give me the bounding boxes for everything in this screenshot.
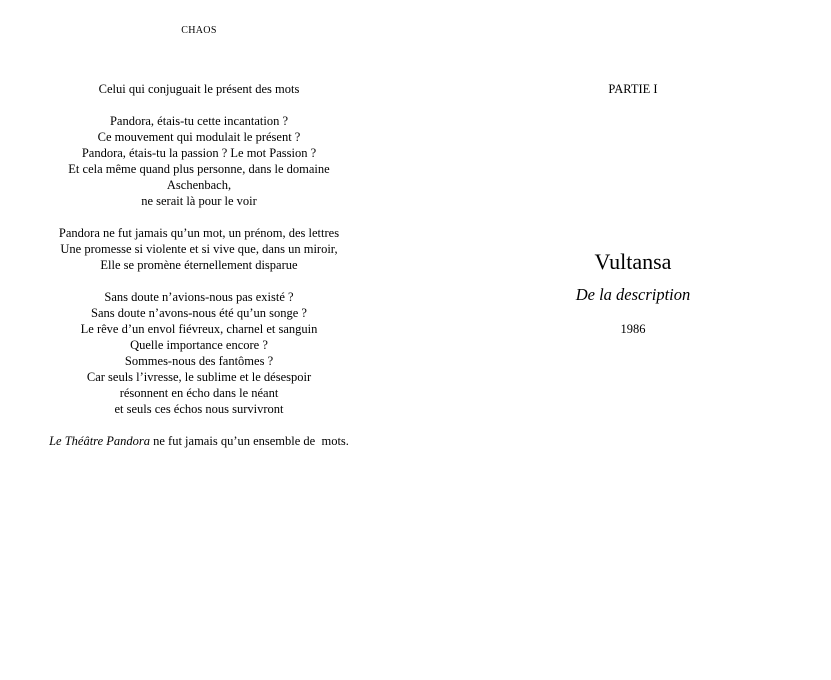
right-page — [435, 0, 831, 680]
poem-line: Pandora, étais-tu la passion ? Le mot Passion ? — [81, 146, 317, 160]
poem-line: Pandora, étais-tu cette incantation ? — [109, 114, 289, 128]
poem-line: Sommes-nous des fantômes ? — [124, 354, 274, 368]
poem-line: Le rêve d’un envol fiévreux, charnel et sanguin — [80, 322, 318, 336]
poem-line: Pandora ne fut jamais qu’un mot, un prénom, des lettres — [58, 226, 340, 240]
poem-line: Aschenbach, — [166, 178, 232, 192]
poem-line: et seuls ces échos nous survivront — [114, 402, 284, 416]
theatre-title: Le Théâtre Pandora — [49, 434, 150, 448]
left-page — [0, 0, 398, 680]
poem-line: Quelle importance encore ? — [130, 338, 268, 352]
stanza-1 — [0, 81, 398, 97]
part-label: PARTIE I — [608, 82, 658, 96]
poem-line: Sans doute n’avions-nous pas existé ? — [104, 290, 294, 304]
poem-line: Sans doute n’avons-nous été qu’un songe ? — [91, 306, 307, 320]
poem-line: Elle se promène éternellement disparue — [100, 258, 298, 272]
poem-line: Celui qui conjuguait le présent des mots — [98, 82, 300, 96]
stanza-3 — [0, 225, 398, 273]
poem-line: ne serait là pour le voir — [141, 194, 257, 208]
book-title: De la description — [575, 285, 691, 304]
poem-line: Ce mouvement qui modulait le présent ? — [97, 130, 301, 144]
author-name: Vultansa — [594, 249, 672, 274]
poem-line: résonnent en écho dans le néant — [119, 386, 279, 400]
running-head: CHAOS — [181, 25, 217, 36]
publication-year: 1986 — [620, 322, 646, 336]
poem-line: Car seuls l’ivresse, le sublime et le désespoir — [86, 370, 312, 384]
final-line — [0, 433, 398, 449]
poem-line: Et cela même quand plus personne, dans le domaine — [68, 162, 330, 176]
poem-line: Une promesse si violente et si vive que, dans un miroir, — [60, 242, 338, 256]
stanza-final — [0, 433, 398, 449]
poem — [0, 81, 398, 449]
stanza-2 — [0, 113, 398, 209]
final-line-rest: ne fut jamais qu’un ensemble de mots. — [150, 434, 349, 448]
stanza-4 — [0, 289, 398, 417]
